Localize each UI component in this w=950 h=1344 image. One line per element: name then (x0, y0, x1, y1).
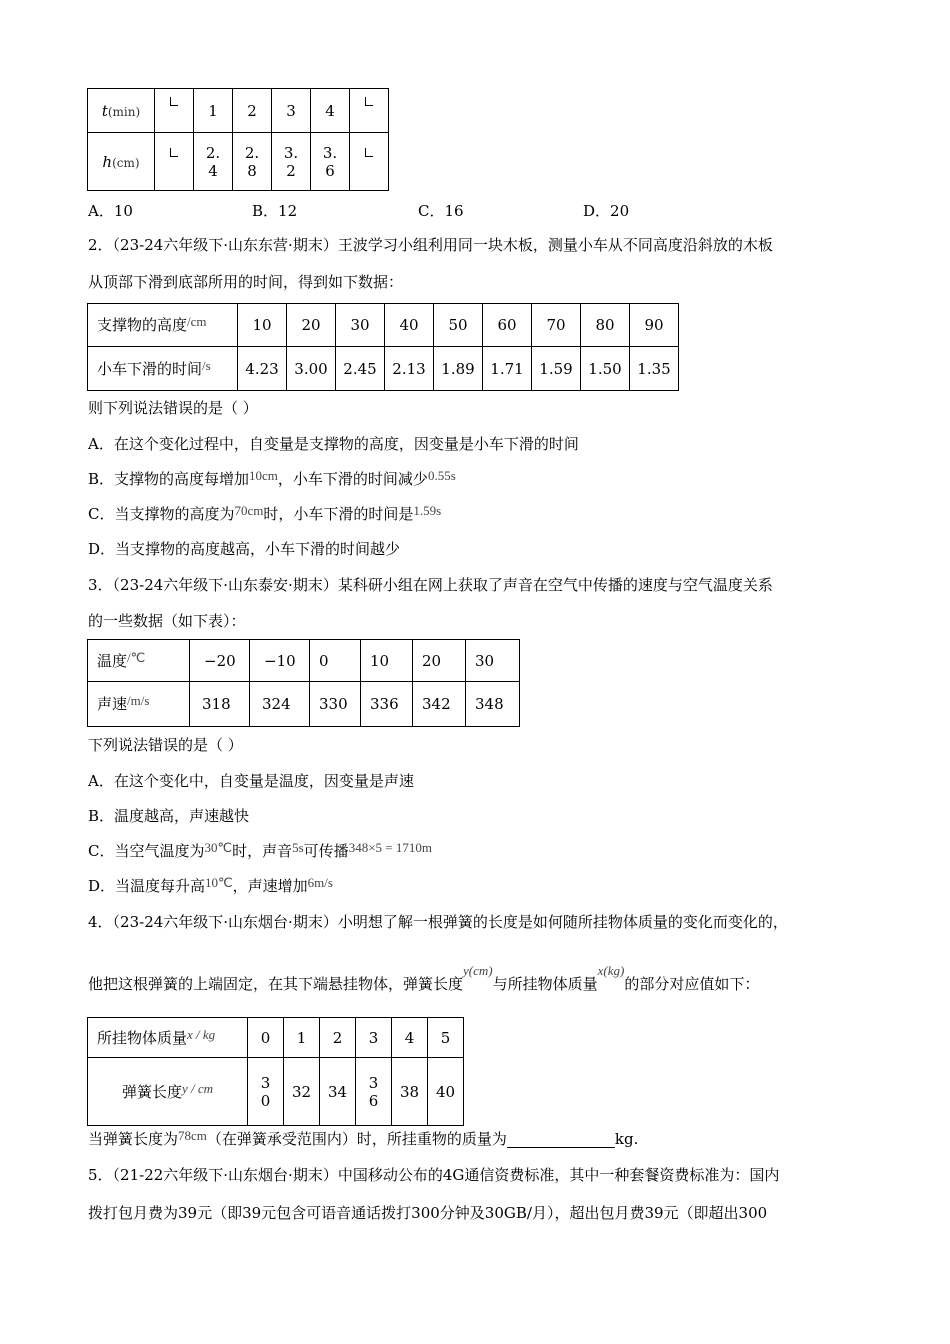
table-cell: 20 (287, 304, 336, 347)
answer-blank[interactable] (507, 1131, 615, 1148)
q4-stem-line2: 他把这根弹簧的上端固定，在其下端悬挂物体，弹簧长度y(cm)与所挂物体质量x(kg)的部分对应值如下： (88, 963, 760, 993)
table-cell: 4.23 (238, 347, 287, 391)
q4-answer-line: 当弹簧长度为78cm（在弹簧承受范围内）时，所挂重物的质量为 kg. (88, 1128, 639, 1148)
table-cell: 2. 8 (233, 133, 272, 191)
q3-question: 下列说法错误的是（ ） (88, 736, 243, 754)
table-cell: 1 (194, 89, 233, 133)
table-cell (350, 89, 389, 133)
table-row (88, 1058, 464, 1126)
q3-option-b: B．温度越高，声速越快 (88, 807, 250, 825)
mass-length-table (87, 1017, 464, 1126)
table-cell: 34 (320, 1058, 356, 1126)
table-cell: 2.13 (385, 347, 434, 391)
table-row (88, 133, 389, 191)
table-cell: 38 (392, 1058, 428, 1126)
q2-stem-line2: 从顶部下滑到底部所用的时间，得到如下数据： (88, 273, 404, 291)
table-cell: 20 (413, 640, 466, 682)
table-cell: 1.35 (630, 347, 679, 391)
table-cell: 3. 2 (272, 133, 311, 191)
table-cell (155, 133, 194, 191)
table-cell: 1.71 (483, 347, 532, 391)
table-cell: 342 (413, 682, 466, 727)
table-cell: 3 (272, 89, 311, 133)
table-cell: 0 (248, 1018, 284, 1058)
table-header-cell: 声速/m/s (88, 682, 190, 727)
table-header-cell: 弹簧长度y / cm (88, 1058, 248, 1126)
table-cell: 4 (392, 1018, 428, 1058)
table-cell: 0 (310, 640, 361, 682)
table-cell: 10 (238, 304, 287, 347)
table-cell: 3. 6 (311, 133, 350, 191)
q3-option-d: D．当温度每升高10℃，声速增加6m/s (88, 875, 333, 895)
table-cell: 318 (190, 682, 250, 727)
q2-option-d: D．当支撑物的高度越高，小车下滑的时间越少 (88, 540, 401, 558)
table-row (88, 347, 679, 391)
table-header-cell: 温度/℃ (88, 640, 190, 682)
table-cell: 2.45 (336, 347, 385, 391)
q3-option-c: C．当空气温度为30℃时，声音5s可传播348×5 = 1710m (88, 840, 432, 860)
table-cell: −10 (250, 640, 310, 682)
table-header-cell: t(min) (88, 89, 155, 133)
table-cell: 40 (385, 304, 434, 347)
q2-stem-line1: 2．（23-24六年级下·山东东营·期末）王波学习小组利用同一块木板，测量小车从不同高度沿斜放的木板 (88, 236, 773, 254)
q2-option-b: B．支撑物的高度每增加10cm，小车下滑的时间减少0.55s (88, 468, 456, 488)
table-cell: 40 (428, 1058, 464, 1126)
table-cell: 5 (428, 1018, 464, 1058)
q2-option-a: A．在这个变化过程中，自变量是支撑物的高度，因变量是小车下滑的时间 (88, 435, 579, 453)
table-cell: 3 6 (356, 1058, 392, 1126)
q3-stem-line1: 3．（23-24六年级下·山东泰安·期末）某科研小组在网上获取了声音在空气中传播的速度与空气温度关系 (88, 576, 773, 594)
table-cell: 336 (361, 682, 413, 727)
q2-option-c: C．当支撑物的高度为70cm时，小车下滑的时间是1.59s (88, 503, 442, 523)
q3-stem-line2: 的一些数据（如下表）： (88, 612, 246, 630)
table-cell: 4 (311, 89, 350, 133)
table-row (88, 1018, 464, 1058)
table-header-cell: 小车下滑的时间/s (88, 347, 238, 391)
table-cell: 2 (233, 89, 272, 133)
table-cell: 80 (581, 304, 630, 347)
table-cell: 2. 4 (194, 133, 233, 191)
q2-question: 则下列说法错误的是（ ） (88, 399, 258, 417)
q1-option-b: B．12 (252, 202, 298, 220)
table-row (88, 304, 679, 347)
table-cell: 330 (310, 682, 361, 727)
q5-stem-line1: 5．（21-22六年级下·山东烟台·期末）中国移动公布的4G通信资费标准，其中一种套餐资费标准为：国内 (88, 1166, 780, 1184)
table-cell: 90 (630, 304, 679, 347)
table-cell: 1.59 (532, 347, 581, 391)
placeholder-mark-icon (170, 97, 178, 106)
table-row (88, 640, 520, 682)
table-cell: 70 (532, 304, 581, 347)
q1-option-d: D．20 (583, 202, 630, 220)
table-cell: 3 0 (248, 1058, 284, 1126)
placeholder-mark-icon (365, 97, 373, 106)
table-cell: 10 (361, 640, 413, 682)
table-header-cell: 所挂物体质量x / kg (88, 1018, 248, 1058)
table-cell: 30 (336, 304, 385, 347)
table-cell (155, 89, 194, 133)
table-cell: 1.50 (581, 347, 630, 391)
table-cell: 3 (356, 1018, 392, 1058)
table-cell: 2 (320, 1018, 356, 1058)
q3-option-a: A．在这个变化中，自变量是温度，因变量是声速 (88, 772, 414, 790)
table-cell (350, 133, 389, 191)
table-cell: 3.00 (287, 347, 336, 391)
time-height-table (87, 88, 389, 191)
table-cell: 32 (284, 1058, 320, 1126)
table-cell: 324 (250, 682, 310, 727)
q5-stem-line2: 拨打包月费为39元（即39元包含可语音通话拨打300分钟及30GB/月），超出包月费39元（即超出300 (88, 1204, 768, 1222)
table-header-cell: 支撑物的高度/cm (88, 304, 238, 347)
table-cell: 1 (284, 1018, 320, 1058)
temperature-speed-table (87, 639, 520, 727)
table-cell: 30 (466, 640, 520, 682)
q4-stem-line1: 4．（23-24六年级下·山东烟台·期末）小明想了解一根弹簧的长度是如何随所挂物体质量的变化而变化的， (88, 913, 788, 931)
table-cell: −20 (190, 640, 250, 682)
table-cell: 50 (434, 304, 483, 347)
q1-option-c: C．16 (418, 202, 464, 220)
table-row (88, 682, 520, 727)
table-header-cell: h(cm) (88, 133, 155, 191)
table-row (88, 89, 389, 133)
placeholder-mark-icon (365, 148, 373, 157)
table-cell: 348 (466, 682, 520, 727)
placeholder-mark-icon (170, 148, 178, 157)
table-cell: 1.89 (434, 347, 483, 391)
q1-option-a: A．10 (88, 202, 133, 220)
table-cell: 60 (483, 304, 532, 347)
height-time-table (87, 303, 679, 391)
